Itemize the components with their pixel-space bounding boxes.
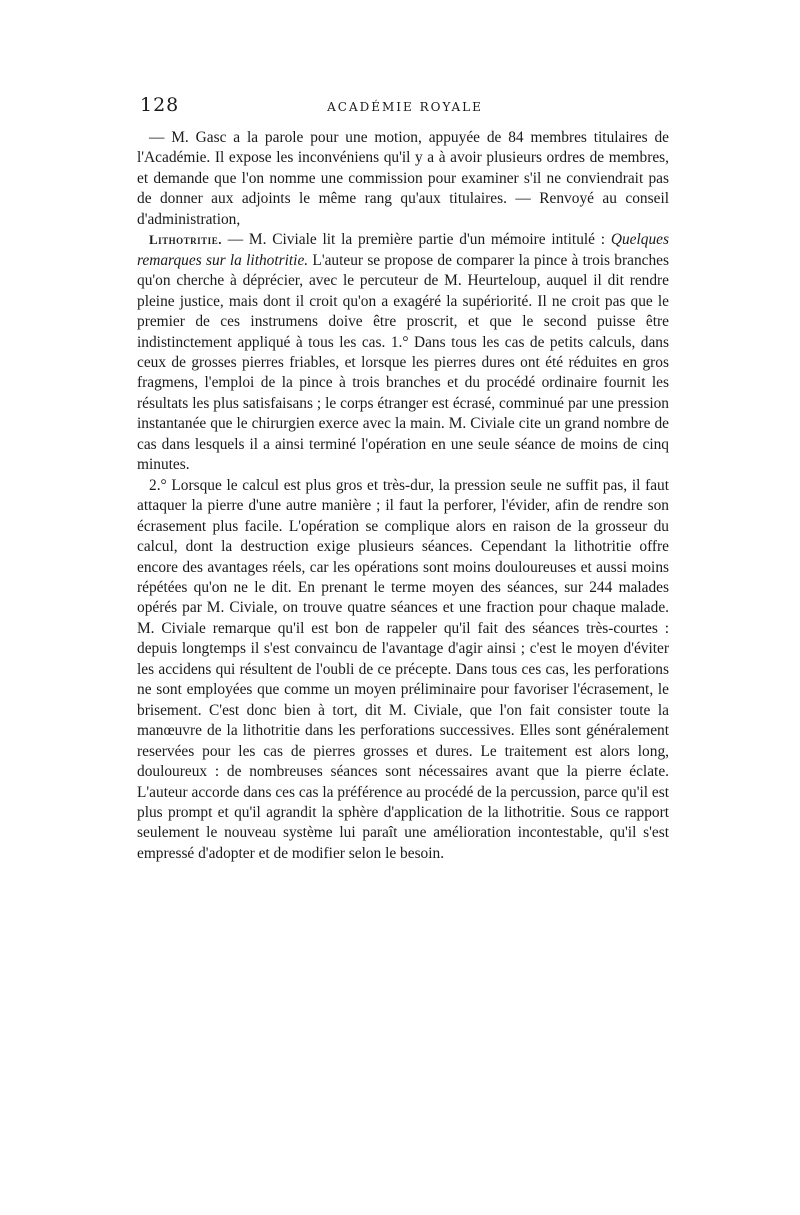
paragraph-second-case: 2.° Lorsque le calcul est plus gros et très-dur, la pression seule ne suffit pas, il faut attaquer la pierre d'une autre manière ; il faut la perforer, l'évider, afin de rendre son écrasement plus facile. L'opération se complique alors en raison de la grosseur du calcul, dont la destruction exige plusieurs séances. Cependant la lithotritie offre encore des avantages réels, car les opérations sont moins douloureuses et aussi moins répétées qu'on ne le dit. En prenant le terme moyen des séances, sur 244 malades opérés par M. Civiale, on trouve quatre séances et une fraction pour chaque malade. M. Civiale remarque qu'il est bon de rappeler qu'il fait des séances très-courtes : depuis longtemps il s'est convaincu de l'avantage d'agir ainsi ; c'est le moyen d'éviter les accidens qui résultent de l'oubli de ce précepte. Dans tous ces cas, les perforations ne sont employées que comme un moyen préliminaire pour favoriser l'écrasement, le brisement. C'est donc bien à tort, dit M. Civiale, que l'on fait consister toute la manœuvre de la lithotritie dans les perforations successives. Elles sont généralement reservées pour les cas de pierres grosses et dures. Le traitement est alors long, douloureux : de nombreuses séances sont nécessaires avant que la pierre éclate. L'auteur accorde dans ces cas la préférence au procédé de la percussion, parce qu'il est plus prompt et qu'il agrandit la sphère d'application de la lithotritie. Sous ce rapport seulement le nouveau système lui paraît une amélioration incontestable, qu'il s'est empressé d'adopter et de modifier selon le besoin. bbox=[137, 476, 669, 862]
section-heading: Lithotritie. bbox=[149, 232, 222, 248]
page-header bbox=[140, 94, 670, 124]
paragraph-text-b: L'auteur se propose de comparer la pince à trois branches qu'on cherche à déprécier, avec le percuteur de M. Heurteloup, auquel il dit rendre pleine justice, mais dont il croit qu'on a exagéré la supériorité. Il ne croit pas que le premier de ces instrumens doive être proscrit, et que le second puisse être indistinctement appliqué à tous les cas. 1.° Dans tous les cas de petits calculs, dans ceux de grosses pierres friables, et lorsque les pierres dures ont été réduites en gros fragmens, l'emploi de la pince à trois branches et du procédé ordinaire fournit les résultats les plus satisfaisans ; le corps étranger est écrasé, comminué par une pression instantanée que le chirurgien exerce avec la main. M. Civiale cite un grand nombre de cas dans lesquels il a ainsi terminé l'opération en une seule séance de moins de cinq minutes. bbox=[137, 251, 669, 474]
paragraph-lithotritie bbox=[137, 230, 669, 475]
running-title: ACADÉMIE ROYALE bbox=[327, 100, 483, 114]
paragraph-text-a: — M. Civiale lit la première partie d'un mémoire intitulé : bbox=[221, 231, 611, 249]
memoir-title: Quelques remarques sur la lithotritie. bbox=[137, 231, 669, 269]
page-number: 128 bbox=[140, 94, 180, 116]
paragraph-motion: — M. Gasc a la parole pour une motion, appuyée de 84 membres titulaires de l'Académie. Il expose les inconvéniens qu'il y a à avoir plusieurs ordres de membres, et demande que l'on nomme une commission pour examiner s'il ne conviendrait pas de donner aux adjoints le même rang qu'aux titulaires. — Renvoyé au conseil d'administration, bbox=[137, 129, 669, 228]
body-text bbox=[137, 128, 669, 864]
